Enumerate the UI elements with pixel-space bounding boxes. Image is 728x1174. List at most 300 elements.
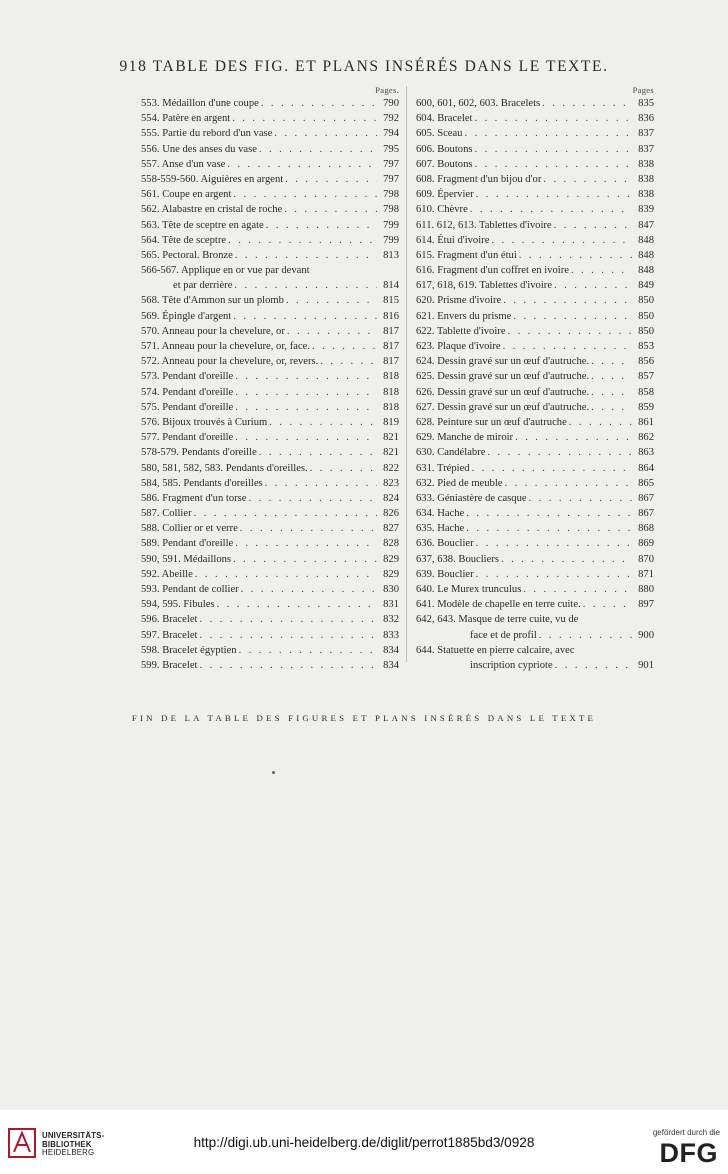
entry-page-number: 826	[383, 508, 399, 520]
entry-page-number: 817	[383, 325, 399, 337]
entry-page-number: 850	[638, 310, 654, 322]
list-item	[141, 263, 399, 278]
list-item	[141, 567, 399, 582]
list-item	[416, 643, 654, 658]
entry-page-number: 865	[638, 477, 654, 489]
entry-title: 622. Tablette d'ivoire	[416, 325, 506, 337]
list-item	[416, 187, 654, 202]
leader-dots	[231, 187, 377, 202]
list-item	[141, 233, 399, 248]
entry-title: 554. Patère en argent	[141, 113, 231, 125]
entry-page-number: 799	[383, 234, 399, 246]
entry-page-number: 798	[383, 189, 399, 201]
entry-page-number: 853	[638, 341, 654, 352]
library-name-line3: HEIDELBERG	[42, 1148, 95, 1158]
leader-dots	[239, 582, 377, 597]
entry-title: 574. Pendant d'oreille	[141, 386, 234, 398]
entry-title: 627. Dessin gravé sur un œuf d'autruche.	[416, 401, 590, 413]
leader-dots	[246, 491, 377, 506]
entry-title: 625. Dessin gravé sur un œuf d'autruche.	[416, 371, 590, 383]
entry-title: 607. Boutons	[416, 158, 473, 170]
leader-dots	[473, 142, 632, 157]
entry-title: 635. Hache	[416, 523, 465, 535]
leader-dots	[503, 476, 633, 491]
list-item	[416, 126, 654, 141]
entry-page-number: 859	[638, 401, 654, 413]
list-item	[141, 521, 399, 536]
entry-page-number: 856	[638, 356, 654, 368]
leader-dots	[474, 536, 632, 551]
entry-page-number: 830	[383, 584, 399, 595]
leader-dots	[462, 126, 632, 141]
entry-title: 611. 612, 613. Tablettes d'ivoire	[416, 219, 552, 231]
entry-page-number: 829	[383, 553, 399, 565]
leader-dots	[233, 369, 377, 384]
leader-dots	[282, 202, 377, 217]
entry-page-number: 821	[383, 432, 399, 444]
entry-title: 628. Peinture sur un œuf d'autruche	[416, 416, 567, 428]
entry-page-number: 828	[383, 538, 399, 550]
entry-page-number: 816	[383, 310, 399, 322]
entry-page-number: 837	[638, 143, 654, 155]
entry-page-number: 862	[638, 432, 654, 444]
list-item	[141, 202, 399, 217]
list-item	[141, 172, 399, 187]
entry-title: 610. Chèvre	[416, 204, 468, 216]
list-item	[141, 461, 399, 476]
entry-page-number: 857	[638, 371, 654, 383]
leader-dots	[553, 658, 632, 673]
leader-dots	[283, 172, 377, 187]
leader-dots	[513, 430, 632, 445]
document-url-link[interactable]: http://digi.ub.uni-heidelberg.de/diglit/perrot1885bd3/0928	[193, 1135, 535, 1150]
leader-dots	[272, 126, 377, 141]
entry-page-number: 867	[638, 508, 654, 520]
right-column	[416, 85, 654, 673]
entry-title: 600, 601, 602, 603. Bracelets	[416, 98, 541, 109]
list-item	[416, 263, 654, 278]
leader-dots	[517, 248, 632, 263]
leader-dots	[581, 597, 632, 612]
leader-dots	[231, 309, 377, 324]
entry-page-number: 880	[638, 584, 654, 595]
entry-page-number: 861	[638, 416, 654, 428]
entry-page-number: 817	[383, 341, 399, 352]
list-item	[416, 385, 654, 400]
entry-page-number: 836	[638, 113, 654, 125]
entry-title: 624. Dessin gravé sur un œuf d'autruche.	[416, 356, 590, 368]
leader-dots	[197, 628, 377, 643]
entry-page-number: 792	[383, 113, 399, 125]
list-item	[416, 597, 654, 612]
entry-title: 606. Boutons	[416, 143, 473, 155]
leader-dots	[474, 567, 632, 582]
leader-dots	[540, 96, 632, 111]
entry-title: 561. Coupe en argent	[141, 189, 232, 201]
leader-dots	[233, 400, 377, 415]
entry-page-number: 863	[638, 447, 654, 459]
entry-page-number: 900	[638, 629, 654, 641]
leader-dots	[521, 582, 632, 597]
library-name-line2: BIBLIOTHEK	[42, 1139, 92, 1149]
entry-page-number: 794	[383, 128, 399, 140]
entry-page-number: 827	[383, 523, 399, 535]
entry-title: 586. Fragment d'un torse	[141, 492, 247, 504]
entry-page-number: 824	[383, 492, 399, 504]
leader-dots	[233, 430, 377, 445]
entry-title: 616. Fragment d'un coffret en ivoire	[416, 265, 569, 277]
list-item	[416, 202, 654, 217]
list-item	[416, 506, 654, 521]
entry-title: 615. Fragment d'un étui	[416, 249, 517, 261]
leader-dots	[470, 461, 632, 476]
entry-page-number: 797	[383, 173, 399, 185]
leader-dots	[197, 612, 377, 627]
entry-page-number: 839	[638, 204, 654, 216]
viewer-footer	[0, 1110, 728, 1174]
library-name-line1: UNIVERSITÄTS-	[42, 1131, 105, 1140]
list-item	[141, 476, 399, 491]
entry-title: 623. Plaque d'ivoire	[416, 341, 501, 352]
list-item	[141, 354, 399, 369]
list-item	[416, 354, 654, 369]
leader-dots	[259, 96, 377, 111]
list-item	[141, 597, 399, 612]
entry-title: 589. Pendant d'oreille	[141, 538, 234, 550]
list-item	[416, 536, 654, 551]
entry-page-number: 871	[638, 568, 654, 580]
entry-page-number: 819	[383, 416, 399, 428]
entry-title: 573. Pendant d'oreille	[141, 371, 234, 383]
leader-dots	[552, 278, 632, 293]
leader-dots	[232, 278, 377, 293]
entry-title: 596. Bracelet	[141, 614, 198, 626]
leader-dots	[589, 400, 632, 415]
entry-page-number: 869	[638, 538, 654, 550]
entry-title: 593. Pendant de collier	[141, 584, 239, 595]
list-item	[141, 157, 399, 172]
leader-dots	[541, 172, 632, 187]
leader-dots	[192, 506, 377, 521]
leader-dots	[501, 293, 632, 308]
leader-dots	[464, 506, 632, 521]
list-item	[141, 111, 399, 126]
list-item	[416, 476, 654, 491]
entry-title: 584, 585. Pendants d'oreilles	[141, 477, 263, 489]
leader-dots	[233, 248, 377, 263]
leader-dots	[485, 445, 632, 460]
page-header: 918 TABLE DES FIG. ET PLANS INSÉRÉS DANS LE TEXTE.	[119, 58, 609, 75]
list-item	[416, 552, 654, 567]
leader-dots	[589, 354, 632, 369]
list-item	[416, 278, 654, 293]
entry-title: 575. Pendant d'oreille	[141, 401, 234, 413]
entry-title: 571. Anneau pour la chevelure, or, face.	[141, 341, 311, 352]
entry-page-number: 795	[383, 143, 399, 155]
entry-page-number: 848	[638, 249, 654, 261]
entry-title: 555. Partie du rebord d'un vase	[141, 128, 273, 140]
entry-title: face et de profil	[470, 629, 537, 641]
list-item	[416, 612, 654, 627]
entry-title: 621. Envers du prisme	[416, 310, 512, 322]
leader-dots	[233, 385, 377, 400]
list-item	[141, 142, 399, 157]
leader-dots	[567, 415, 632, 430]
entry-title: 572. Anneau pour la chevelure, or, revers.	[141, 356, 319, 368]
list-item	[416, 157, 654, 172]
entry-title: 565. Pectoral. Bronze	[141, 249, 233, 261]
entry-page-number: 814	[383, 280, 399, 292]
leader-dots	[257, 142, 377, 157]
pages-label-left: Pages.	[375, 85, 399, 95]
entry-title: 609. Épervier	[416, 189, 474, 201]
leader-dots	[215, 597, 377, 612]
entry-title: et par derrière	[173, 280, 233, 292]
entry-page-number: 833	[383, 629, 399, 641]
entry-page-number: 829	[383, 568, 399, 580]
pages-label-right: Pages	[632, 85, 654, 95]
list-item	[141, 643, 399, 658]
list-item	[141, 491, 399, 506]
entry-title: inscription cypriote	[470, 659, 553, 671]
entry-title: 605. Sceau	[416, 128, 463, 140]
list-item	[416, 218, 654, 233]
list-item	[141, 658, 399, 673]
entry-page-number: 848	[638, 234, 654, 246]
entry-title: 636. Bouclier	[416, 538, 474, 550]
entry-page-number: 848	[638, 265, 654, 277]
entry-page-number: 823	[383, 477, 399, 489]
entry-title: 598. Bracelet égyptien	[141, 644, 237, 656]
list-item	[416, 111, 654, 126]
list-item	[141, 187, 399, 202]
list-item	[416, 521, 654, 536]
list-item	[141, 400, 399, 415]
leader-dots	[193, 567, 377, 582]
entry-title: 587. Collier	[141, 508, 192, 520]
entry-title: 614. Étui d'ivoire	[416, 234, 490, 246]
entry-page-number: 849	[638, 280, 654, 292]
entry-title: 597. Bracelet	[141, 629, 198, 641]
leader-dots	[225, 157, 377, 172]
entry-title: 590, 591. Médaillons	[141, 553, 232, 565]
entry-page-number: 822	[383, 462, 399, 474]
leader-dots	[267, 415, 377, 430]
entry-title: 630. Candélabre	[416, 447, 486, 459]
entry-page-number: 817	[383, 356, 399, 368]
list-item	[141, 552, 399, 567]
entry-page-number: 818	[383, 371, 399, 383]
entry-page-number: 818	[383, 401, 399, 413]
leader-dots	[263, 476, 377, 491]
leader-dots	[318, 354, 377, 369]
leader-dots	[231, 552, 377, 567]
entry-page-number: 850	[638, 325, 654, 337]
entry-title: 642, 643. Masque de terre cuite, vu de	[416, 614, 579, 626]
list-item	[416, 628, 654, 643]
list-item	[416, 582, 654, 597]
entry-title: 634. Hache	[416, 508, 465, 520]
leader-dots	[230, 111, 377, 126]
leader-dots	[472, 111, 632, 126]
entry-title: 566-567. Applique en or vue par devant	[141, 265, 310, 277]
list-item	[416, 293, 654, 308]
entry-page-number: 867	[638, 492, 654, 504]
list-item	[141, 612, 399, 627]
entry-title: 632. Pied de meuble	[416, 477, 503, 489]
entry-page-number: 834	[383, 659, 399, 671]
entry-page-number: 818	[383, 386, 399, 398]
entry-title: 637, 638. Boucliers	[416, 553, 499, 565]
entry-title: 599. Bracelet	[141, 659, 198, 671]
entry-page-number: 870	[638, 553, 654, 565]
entry-title: 640. Le Murex trunculus	[416, 584, 522, 595]
entry-page-number: 850	[638, 295, 654, 307]
entry-title: 594, 595. Fibules	[141, 599, 215, 611]
entry-page-number: 799	[383, 219, 399, 231]
list-item	[141, 126, 399, 141]
left-column	[141, 85, 399, 673]
entry-page-number: 835	[638, 98, 654, 109]
entry-title: 588. Collier or et verre	[141, 523, 238, 535]
entry-title: 641. Modèle de chapelle en terre cuite.	[416, 599, 581, 611]
leader-dots	[473, 157, 632, 172]
leader-dots	[527, 491, 632, 506]
entry-title: 639. Bouclier	[416, 568, 474, 580]
entry-title: 633. Géniastère de casque	[416, 492, 527, 504]
list-item	[416, 658, 654, 673]
entry-page-number: 832	[383, 614, 399, 626]
entry-title: 570. Anneau pour la chevelure, or	[141, 325, 285, 337]
list-item	[141, 248, 399, 263]
list-item	[416, 491, 654, 506]
list-item	[416, 309, 654, 324]
leader-dots	[197, 658, 377, 673]
entry-page-number: 868	[638, 523, 654, 535]
list-item	[141, 445, 399, 460]
list-item	[141, 582, 399, 597]
leader-dots	[308, 461, 377, 476]
entry-title: 629. Manche de miroir	[416, 432, 514, 444]
entry-title: 620. Prisme d'ivoire	[416, 295, 502, 307]
entry-page-number: 901	[638, 659, 654, 671]
entry-title: 563. Tête de sceptre en agate	[141, 219, 264, 231]
entry-title: 578-579. Pendants d'oreille	[141, 447, 257, 459]
entry-title: 608. Fragment d'un bijou d'or	[416, 173, 542, 185]
entry-page-number: 858	[638, 386, 654, 398]
leader-dots	[238, 521, 377, 536]
entry-page-number: 838	[638, 158, 654, 170]
list-item	[416, 430, 654, 445]
list-item	[141, 324, 399, 339]
entry-title: 558-559-560. Aiguières en argent	[141, 173, 284, 185]
entry-page-number: 847	[638, 219, 654, 231]
list-item	[416, 369, 654, 384]
entry-page-number: 837	[638, 128, 654, 140]
list-item	[141, 385, 399, 400]
entry-title: 631. Trépied	[416, 462, 470, 474]
list-item	[141, 628, 399, 643]
list-item	[416, 233, 654, 248]
entry-title: 577. Pendant d'oreille	[141, 432, 234, 444]
entry-page-number: 797	[383, 158, 399, 170]
list-item	[141, 430, 399, 445]
list-item	[416, 400, 654, 415]
page-speck	[272, 771, 275, 774]
list-item	[416, 96, 654, 111]
entry-title: 626. Dessin gravé sur un œuf d'autruche.	[416, 386, 590, 398]
leader-dots	[499, 552, 632, 567]
list-item	[141, 536, 399, 551]
entry-title: 580, 581, 582, 583. Pendants d'oreilles.	[141, 462, 308, 474]
leader-dots	[285, 324, 377, 339]
leader-dots	[233, 536, 377, 551]
leader-dots	[589, 385, 632, 400]
list-item	[416, 324, 654, 339]
list-item	[416, 339, 654, 354]
entry-page-number: 864	[638, 462, 654, 474]
leader-dots	[257, 445, 377, 460]
leader-dots	[464, 521, 632, 536]
entry-page-number: 831	[383, 599, 399, 611]
right-entry-list	[416, 96, 654, 673]
list-item	[141, 218, 399, 233]
list-item	[416, 248, 654, 263]
list-item	[141, 369, 399, 384]
leader-dots	[569, 263, 632, 278]
list-item	[141, 96, 399, 111]
leader-dots	[284, 293, 377, 308]
list-item	[141, 339, 399, 354]
list-item	[141, 278, 399, 293]
entry-page-number: 813	[383, 249, 399, 261]
entry-title: 644. Statuette en pierre calcaire, avec	[416, 644, 575, 656]
leader-dots	[501, 339, 632, 354]
entry-title: 617, 618, 619. Tablettes d'ivoire	[416, 280, 553, 292]
entry-title: 604. Bracelet	[416, 113, 473, 125]
leader-dots	[468, 202, 632, 217]
leader-dots	[310, 339, 377, 354]
entry-title: 557. Anse d'un vase	[141, 158, 226, 170]
leader-dots	[506, 324, 632, 339]
leader-dots	[474, 187, 632, 202]
list-item	[416, 461, 654, 476]
entry-title: 553. Médaillon d'une coupe	[141, 98, 259, 109]
entry-title: 569. Épingle d'argent	[141, 310, 232, 322]
column-divider	[406, 86, 407, 662]
entry-title: 592. Abeille	[141, 568, 193, 580]
list-item	[416, 445, 654, 460]
entry-title: 562. Alabastre en cristal de roche	[141, 204, 283, 216]
leader-dots	[489, 233, 632, 248]
dfg-logo: DFG	[659, 1138, 718, 1168]
entry-page-number: 798	[383, 204, 399, 216]
entry-page-number: 834	[383, 644, 399, 656]
end-of-table-note: FIN DE LA TABLE DES FIGURES ET PLANS INSÉRÉS DANS LE TEXTE	[131, 713, 597, 723]
list-item	[416, 142, 654, 157]
entry-page-number: 821	[383, 447, 399, 459]
list-item	[416, 172, 654, 187]
leader-dots	[511, 309, 632, 324]
entry-page-number: 815	[383, 295, 399, 307]
entry-page-number: 790	[383, 98, 399, 109]
left-entry-list	[141, 96, 399, 673]
leader-dots	[537, 628, 632, 643]
funding-note: gefördert durch die	[652, 1128, 720, 1137]
entry-page-number: 897	[638, 599, 654, 611]
list-item	[141, 506, 399, 521]
leader-dots	[226, 233, 377, 248]
